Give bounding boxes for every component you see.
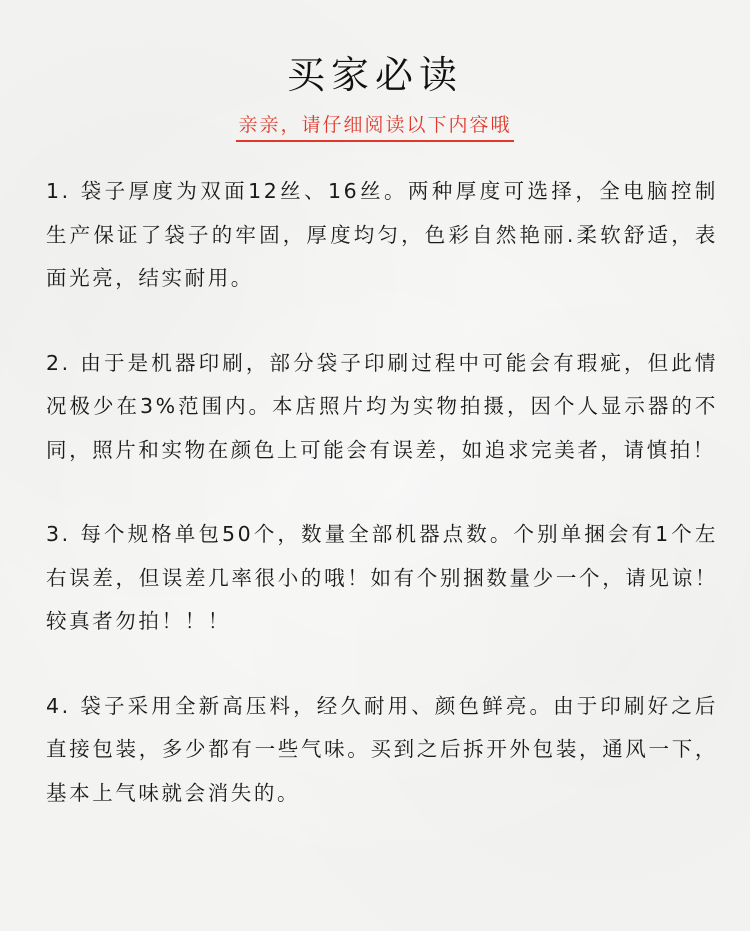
page-title: 买家必读	[286, 53, 463, 97]
subtitle-container	[0, 110, 750, 142]
notice-paragraph-3: 3. 每个规格单包50个，数量全部机器点数。个别单捆会有1个左右误差，但误差几率很小的哦！如有个别捆数量少一个，请见谅！较真者勿拍！！！	[46, 522, 718, 633]
notice-paragraph-4: 4. 袋子采用全新高压料，经久耐用、颜色鲜亮。由于印刷好之后直接包装，多少都有一些气味。买到之后拆开外包装，通风一下，基本上气味就会消失的。	[46, 693, 718, 805]
notice-paragraph-1: 1. 袋子厚度为双面12丝、16丝。两种厚度可选择，全电脑控制生产保证了袋子的牢固，厚度均匀，色彩自然艳丽.柔软舒适，表面光亮，结实耐用。	[46, 179, 718, 290]
notice-paragraph-2: 2. 由于是机器印刷，部分袋子印刷过程中可能会有瑕疵，但此情况极少在3%范围内。本店照片均为实物拍摄，因个人显示器的不同，照片和实物在颜色上可能会有误差，如追求完美者，请慎拍！	[46, 350, 718, 462]
notice-content	[46, 170, 718, 815]
page-subtitle: 亲亲，请仔细阅读以下内容哦	[236, 110, 513, 142]
